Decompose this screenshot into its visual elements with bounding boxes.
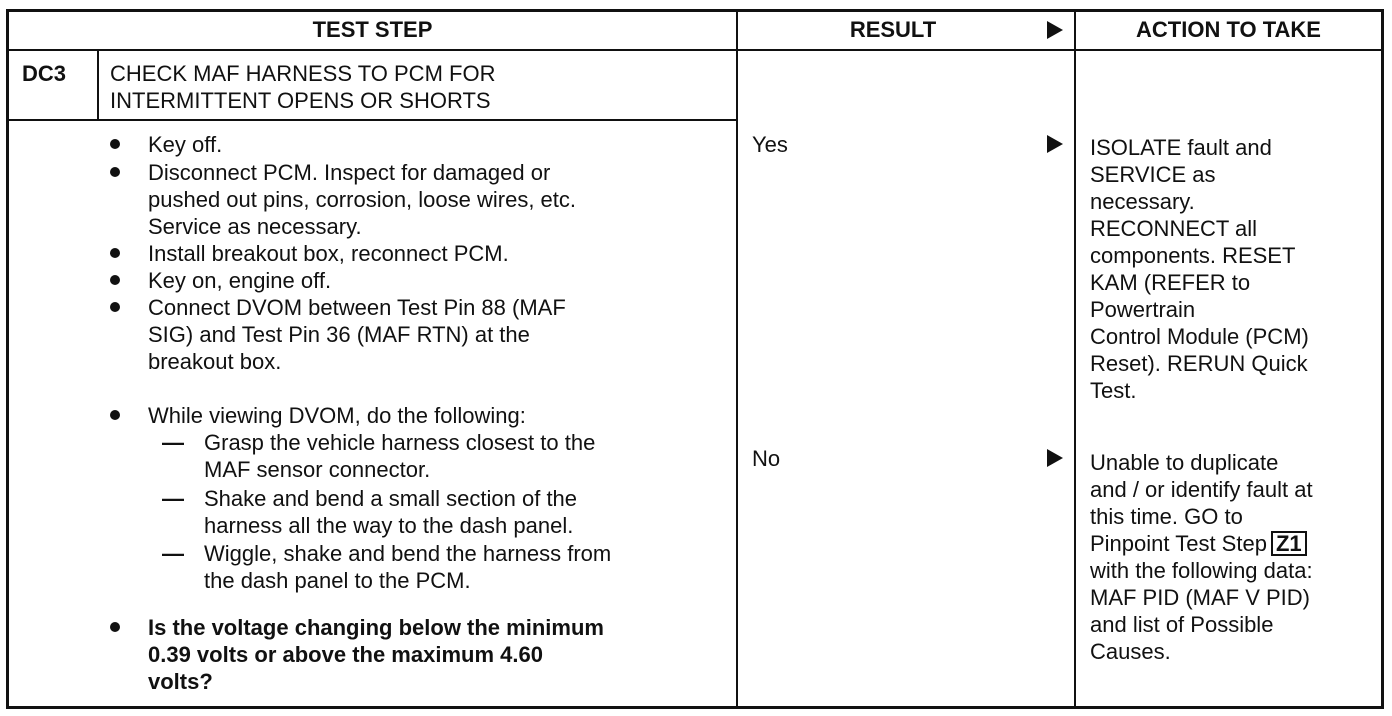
table-border-bottom	[6, 706, 1384, 709]
result-yes: Yes	[752, 132, 788, 157]
step-title-line-2: INTERMITTENT OPENS OR SHORTS	[110, 88, 491, 113]
action-no-line: this time. GO to	[1090, 504, 1243, 529]
instruction-subline: Grasp the vehicle harness closest to the	[204, 430, 596, 455]
question-line: Is the voltage changing below the minimum	[148, 615, 604, 640]
header-divider	[6, 49, 1384, 51]
action-no-line-with-ref	[1090, 530, 1307, 557]
instruction-line: While viewing DVOM, do the following:	[148, 403, 526, 428]
dash-icon: —	[162, 486, 184, 511]
header-test-step: TEST STEP	[312, 17, 433, 42]
action-no-line: and / or identify fault at	[1090, 477, 1313, 502]
header-result: RESULT	[849, 17, 937, 42]
action-yes-line: Powertrain	[1090, 297, 1196, 322]
instruction-line: Install breakout box, reconnect PCM.	[148, 241, 509, 266]
instruction-line: Key on, engine off.	[148, 268, 332, 293]
dash-icon: —	[162, 430, 184, 455]
bullet-icon	[110, 248, 120, 258]
instruction-line: SIG) and Test Pin 36 (MAF RTN) at the	[148, 322, 530, 347]
table-border-left	[6, 9, 9, 709]
action-no-line: MAF PID (MAF V PID)	[1090, 585, 1310, 610]
action-yes-line: SERVICE as	[1090, 162, 1216, 187]
action-yes-line: Reset). RERUN Quick	[1090, 351, 1308, 376]
result-no-arrow-icon	[1047, 449, 1063, 467]
table-border-top	[6, 9, 1384, 12]
column-divider-step-result	[736, 9, 738, 709]
instruction-line: breakout box.	[148, 349, 282, 374]
action-no-line: with the following data:	[1090, 558, 1313, 583]
instruction-subline: Wiggle, shake and bend the harness from	[204, 541, 612, 566]
bullet-icon	[110, 139, 120, 149]
action-yes-line: KAM (REFER to	[1090, 270, 1251, 295]
question-line: volts?	[148, 669, 213, 694]
instruction-line: Connect DVOM between Test Pin 88 (MAF	[148, 295, 566, 320]
instruction-line: Service as necessary.	[148, 214, 362, 239]
result-no: No	[752, 446, 781, 471]
bullet-icon	[110, 622, 120, 632]
instruction-subline: Shake and bend a small section of the	[204, 486, 578, 511]
column-divider-result-action	[1074, 9, 1076, 709]
bullet-icon	[110, 275, 120, 285]
step-title-line-1: CHECK MAF HARNESS TO PCM FOR	[110, 61, 496, 86]
dash-icon: —	[162, 541, 184, 566]
result-yes-arrow-icon	[1047, 135, 1063, 153]
action-no-line: Pinpoint Test Step	[1090, 531, 1267, 556]
action-no-line: Causes.	[1090, 639, 1171, 664]
instruction-line: Key off.	[148, 132, 223, 157]
bullet-icon	[110, 167, 120, 177]
step-code: DC3	[22, 61, 67, 86]
bullet-icon	[110, 302, 120, 312]
instruction-subline: the dash panel to the PCM.	[204, 568, 471, 593]
table-border-right	[1381, 9, 1384, 709]
action-yes-line: components. RESET	[1090, 243, 1296, 268]
action-yes-line: Test.	[1090, 378, 1137, 403]
instruction-subline: MAF sensor connector.	[204, 457, 431, 482]
action-yes-line: necessary.	[1090, 189, 1195, 214]
action-yes-line: ISOLATE fault and	[1090, 135, 1272, 160]
action-yes-line: RECONNECT all	[1090, 216, 1258, 241]
header-action-to-take: ACTION TO TAKE	[1136, 17, 1321, 42]
step-title-divider	[6, 119, 738, 121]
action-yes-line: Control Module (PCM)	[1090, 324, 1309, 349]
pinpoint-step-ref: Z1	[1271, 531, 1307, 556]
instruction-line: Disconnect PCM. Inspect for damaged or	[148, 160, 551, 185]
instruction-subline: harness all the way to the dash panel.	[204, 513, 574, 538]
instruction-line: pushed out pins, corrosion, loose wires, etc.	[148, 187, 577, 212]
action-no-line: and list of Possible	[1090, 612, 1274, 637]
question-line: 0.39 volts or above the maximum 4.60	[148, 642, 543, 667]
header-arrow-icon	[1047, 21, 1063, 39]
bullet-icon	[110, 410, 120, 420]
action-no-line: Unable to duplicate	[1090, 450, 1279, 475]
step-code-divider	[97, 50, 99, 120]
